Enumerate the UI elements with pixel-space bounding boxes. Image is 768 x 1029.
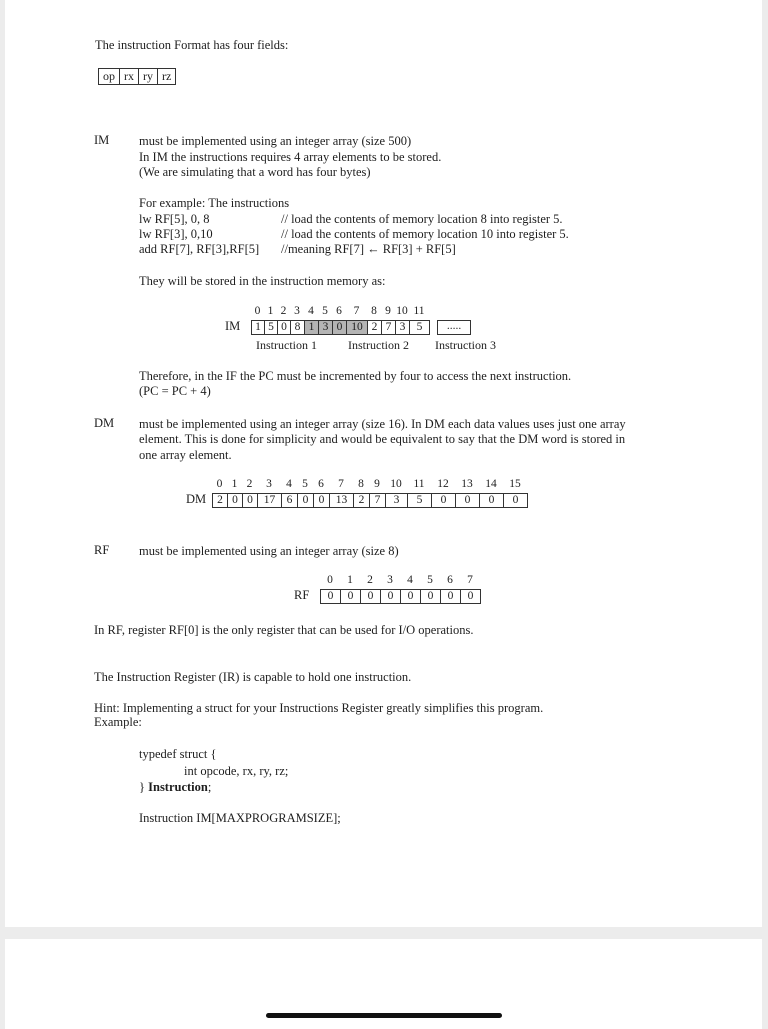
im-cell: 3 — [318, 320, 333, 335]
im-cell: 1 — [251, 320, 265, 335]
im-cell: 3 — [395, 320, 410, 335]
dm-cell: 0 — [431, 493, 456, 508]
rf-cell: 0 — [320, 589, 341, 604]
dm-cell: 0 — [479, 493, 504, 508]
rf-cell: 0 — [420, 589, 441, 604]
dm-index: 0 — [216, 478, 223, 490]
im-index: 1 — [267, 305, 274, 317]
code-line-2: int opcode, rx, ry, rz; — [184, 764, 289, 778]
rf-note: In RF, register RF[0] is the only register that can be used for I/O operations. — [94, 623, 474, 637]
dm-index: 1 — [231, 478, 238, 490]
dm-cell: 3 — [385, 493, 408, 508]
im-cell: 5 — [264, 320, 278, 335]
dm-cell: 0 — [297, 493, 314, 508]
document-page — [5, 0, 762, 927]
im-cell: 0 — [332, 320, 347, 335]
hint-line-2: Example: — [94, 715, 142, 729]
im-index: 5 — [322, 305, 328, 317]
im-example-code-3: add RF[7], RF[3],RF[5] — [139, 242, 260, 256]
im-index: 0 — [254, 305, 261, 317]
dm-array-label: DM — [186, 492, 207, 506]
im-index: 7 — [353, 305, 360, 317]
dm-index: 7 — [338, 478, 344, 490]
dm-index: 10 — [390, 478, 402, 490]
instruction-label: Instruction 3 — [435, 338, 496, 352]
im-cell: 5 — [409, 320, 430, 335]
dm-index: 8 — [358, 478, 364, 490]
im-section-label: IM — [94, 133, 110, 147]
im-cell: 2 — [367, 320, 382, 335]
rf-index: 2 — [367, 574, 373, 586]
dm-cell: 2 — [353, 493, 370, 508]
code-line-3-suffix: ; — [207, 780, 212, 794]
dm-index: 9 — [374, 478, 380, 490]
dm-cell: 17 — [257, 493, 282, 508]
dm-index: 14 — [485, 478, 497, 490]
im-desc-line-3: (We are simulating that a word has four bytes) — [139, 165, 371, 179]
rf-cell: 0 — [380, 589, 401, 604]
rf-index: 4 — [407, 574, 413, 586]
field-rx: rx — [120, 69, 139, 84]
im-index: 10 — [396, 305, 408, 317]
rf-index: 5 — [427, 574, 433, 586]
rf-index: 1 — [347, 574, 353, 586]
im-therefore-line-2: (PC = PC + 4) — [139, 384, 211, 398]
rf-cell: 0 — [460, 589, 481, 604]
instruction-format-fields — [98, 68, 176, 85]
rf-cell: 0 — [360, 589, 381, 604]
im-desc-line-2: In IM the instructions requires 4 array elements to be stored. — [139, 150, 442, 164]
rf-section-label: RF — [94, 543, 110, 557]
dm-index: 13 — [461, 478, 473, 490]
home-indicator[interactable] — [266, 1013, 502, 1018]
dm-index: 2 — [246, 478, 253, 490]
dm-cell: 0 — [503, 493, 528, 508]
im-index: 2 — [280, 305, 287, 317]
dm-desc-line-1: must be implemented using an integer array (size 16). In DM each data values uses just one array — [139, 417, 626, 431]
dm-cell: 7 — [369, 493, 386, 508]
im-desc-line-1: must be implemented using an integer array (size 500) — [139, 134, 412, 148]
im-cell: 7 — [381, 320, 396, 335]
rf-index: 3 — [387, 574, 393, 586]
dm-desc-line-2: element. This is done for simplicity and would be equivalent to say that the DM word is stored in — [139, 432, 626, 446]
dm-cell: 13 — [329, 493, 354, 508]
im-cell: 1 — [304, 320, 319, 335]
field-op: op — [99, 69, 120, 84]
field-ry: ry — [139, 69, 158, 84]
instruction-label: Instruction 2 — [348, 338, 409, 352]
code-line-1: typedef struct { — [139, 747, 217, 761]
im-cell: 0 — [277, 320, 291, 335]
im-index: 4 — [308, 305, 314, 317]
dm-cell: 2 — [212, 493, 228, 508]
im-index: 8 — [371, 305, 377, 317]
dm-index: 5 — [302, 478, 308, 490]
dm-section-label: DM — [94, 416, 115, 430]
code-struct-name: Instruction — [148, 780, 208, 794]
hint-line-1: Hint: Implementing a struct for your Instructions Register greatly simplifies this program. — [94, 701, 544, 715]
rf-cell: 0 — [440, 589, 461, 604]
im-index: 11 — [413, 305, 425, 317]
im-example-heading: For example: The instructions — [139, 196, 290, 210]
im-example-comment-3: //meaning RF[7] ← RF[3] + RF[5] — [281, 242, 456, 256]
rf-cell: 0 — [400, 589, 421, 604]
rf-array-label: RF — [294, 588, 310, 602]
im-cell: 10 — [346, 320, 368, 335]
im-example-comment-1: // load the contents of memory location 8 into register 5. — [281, 212, 563, 226]
code-line-3 — [139, 779, 211, 795]
ir-text: The Instruction Register (IR) is capable to hold one instruction. — [94, 670, 412, 684]
im-array-label: IM — [225, 319, 241, 333]
im-index: 6 — [336, 305, 342, 317]
dm-index: 12 — [437, 478, 449, 490]
dm-cell: 6 — [281, 493, 298, 508]
dm-index: 6 — [318, 478, 324, 490]
im-example-code-1: lw RF[5], 0, 8 — [139, 212, 210, 226]
rf-index: 0 — [327, 574, 333, 586]
dm-cell: 0 — [313, 493, 330, 508]
dm-index: 15 — [509, 478, 521, 490]
im-index: 9 — [385, 305, 391, 317]
rf-index: 7 — [467, 574, 473, 586]
dm-cell: 0 — [227, 493, 243, 508]
im-index: 3 — [294, 305, 300, 317]
code-line-3-prefix: } — [139, 780, 149, 794]
dm-index: 4 — [286, 478, 292, 490]
dm-cell: 5 — [407, 493, 432, 508]
im-example-comment-2: // load the contents of memory location 10 into register 5. — [281, 227, 569, 241]
instruction-label: Instruction 1 — [256, 338, 317, 352]
rf-index: 6 — [447, 574, 453, 586]
field-rz: rz — [162, 69, 172, 83]
rf-cell: 0 — [340, 589, 361, 604]
intro-text: The instruction Format has four fields: — [95, 38, 289, 52]
dm-index: 3 — [266, 478, 272, 490]
im-cell: 8 — [290, 320, 305, 335]
dm-index: 11 — [413, 478, 425, 490]
im-stored-text: They will be stored in the instruction memory as: — [139, 274, 386, 288]
code-line-4: Instruction IM[MAXPROGRAMSIZE]; — [139, 811, 341, 825]
dm-desc-line-3: one array element. — [139, 448, 232, 462]
im-example-code-2: lw RF[3], 0,10 — [139, 227, 213, 241]
im-ellipsis-cell: ..... — [437, 320, 471, 335]
dm-cell: 0 — [242, 493, 258, 508]
im-therefore-line-1: Therefore, in the IF the PC must be incremented by four to access the next instruction. — [139, 369, 572, 383]
rf-desc-line: must be implemented using an integer array (size 8) — [139, 544, 399, 558]
dm-cell: 0 — [455, 493, 480, 508]
